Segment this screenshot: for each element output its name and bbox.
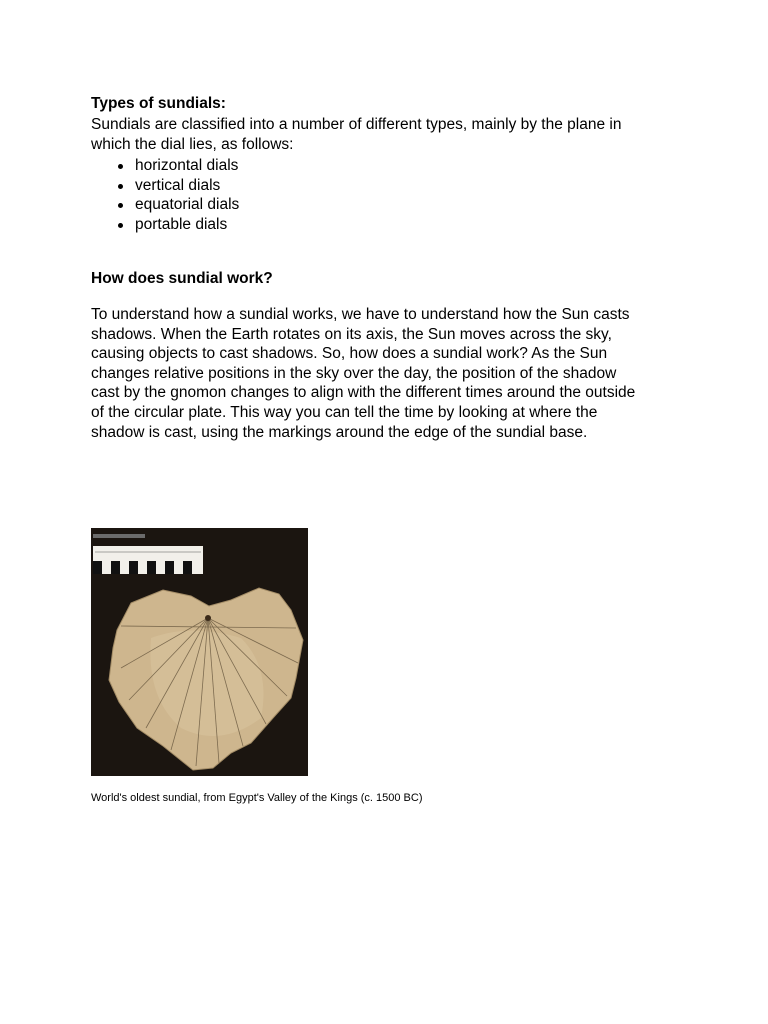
how-line-5: cast by the gnomon changes to align with the different times around the outside (91, 384, 636, 402)
list-item-label: equatorial dials (135, 196, 240, 214)
list-item (115, 195, 239, 215)
figure-caption: World's oldest sundial, from Egypt's Valley of the Kings (c. 1500 BC) (91, 792, 423, 804)
how-heading: How does sundial work? (91, 270, 273, 287)
gnomon-hole (205, 615, 211, 621)
bullet-icon (118, 184, 123, 189)
list-item-label: portable dials (135, 215, 228, 233)
sundial-types-list (115, 156, 239, 234)
types-intro-line-2: which the dial lies, as follows: (91, 135, 294, 153)
bullet-icon (118, 223, 123, 228)
how-line-7: shadow is cast, using the markings around the edge of the sundial base. (91, 423, 588, 441)
list-item (115, 215, 239, 235)
list-item (115, 156, 239, 176)
list-item (115, 176, 239, 196)
how-paragraph (91, 305, 691, 442)
bullet-icon (118, 164, 123, 169)
list-item-label: vertical dials (135, 176, 221, 194)
types-intro-line-1: Sundials are classified into a number of different types, mainly by the plane in (91, 116, 622, 133)
bullet-icon (118, 203, 123, 208)
how-line-3: causing objects to cast shadows. So, how does a sundial work? As the Sun (91, 345, 608, 363)
how-line-2: shadows. When the Earth rotates on its axis, the Sun moves across the sky, (91, 325, 612, 343)
list-item-label: horizontal dials (135, 157, 239, 174)
how-line-1: To understand how a sundial works, we have to understand how the Sun casts (91, 306, 630, 323)
types-intro (91, 115, 691, 154)
types-heading: Types of sundials: (91, 95, 226, 112)
how-line-4: changes relative positions in the sky over the day, the position of the shadow (91, 364, 617, 382)
sundial-photo (91, 528, 308, 776)
how-line-6: of the circular plate. This way you can tell the time by looking at where the (91, 403, 598, 421)
